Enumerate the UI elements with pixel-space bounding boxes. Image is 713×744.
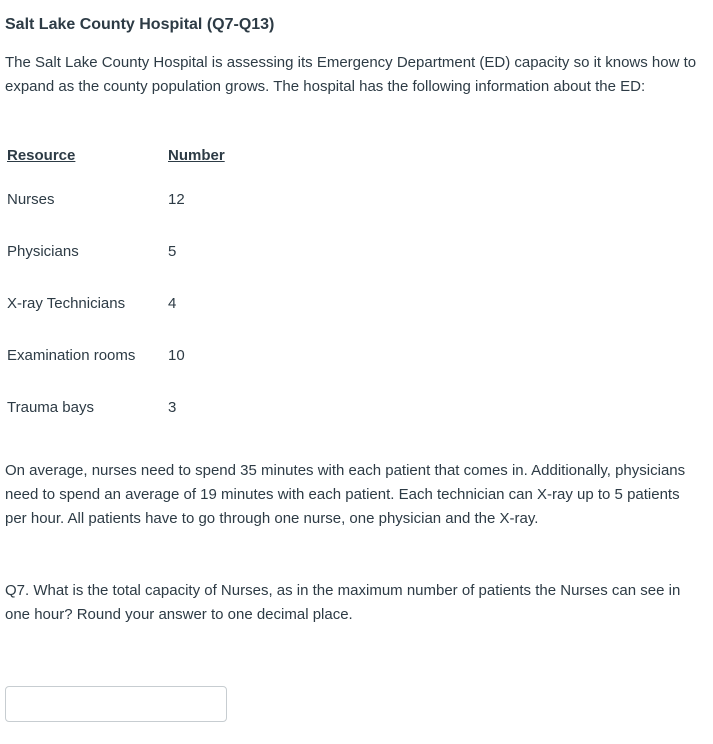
table-header-row [0, 147, 232, 173]
table-row [0, 225, 232, 277]
details-paragraph: On average, nurses need to spend 35 minutes with each patient that comes in. Additionally, physicians need to spend an average of 19 minutes with each patient. Each technician can X-ray up to 5 patients per hour. All patients have to go through one nurse, one physician and the X-ray. [5, 462, 686, 527]
resource-cell: Trauma bays [7, 398, 94, 416]
question-text: Q7. What is the total capacity of Nurses, as in the maximum number of patients the Nurses can see in one hour? Round your answer to one decimal place. [5, 582, 681, 623]
number-cell: 12 [168, 190, 185, 208]
table-row [0, 381, 232, 433]
resource-table [0, 147, 232, 433]
resource-cell: Nurses [7, 190, 55, 208]
header-resource: Resource [7, 147, 76, 164]
number-cell: 4 [168, 294, 177, 312]
resource-cell: Physicians [7, 242, 79, 260]
number-cell: 10 [168, 346, 185, 364]
number-cell: 5 [168, 242, 177, 260]
table-row [0, 173, 232, 225]
number-cell: 3 [168, 398, 177, 416]
page-title: Salt Lake County Hospital (Q7-Q13) [5, 16, 275, 33]
resource-cell: Examination rooms [7, 346, 136, 364]
table-row [0, 277, 232, 329]
header-number: Number [168, 147, 225, 164]
resource-cell: X-ray Technicians [7, 294, 126, 312]
intro-paragraph: The Salt Lake County Hospital is assessing its Emergency Department (ED) capacity so it knows how to expand as the county population grows. The hospital has the following information about the ED: [5, 54, 697, 95]
answer-input[interactable] [5, 686, 227, 722]
table-row [0, 329, 232, 381]
